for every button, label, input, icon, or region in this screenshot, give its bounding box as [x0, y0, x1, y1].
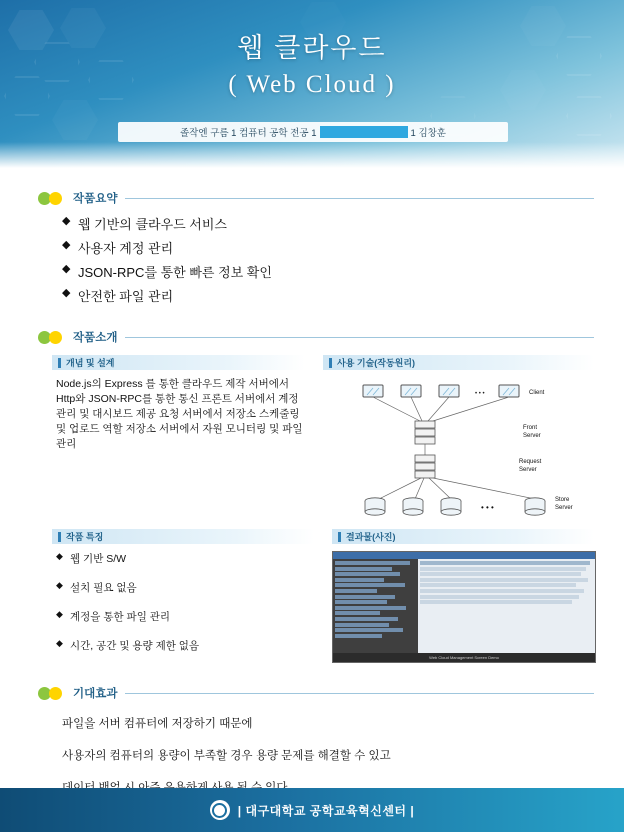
tick-marker-icon — [58, 532, 61, 542]
section-rule — [125, 337, 594, 338]
list-item: ◆ 안전한 파일 관리 — [62, 286, 624, 305]
bullet-dots-icon — [38, 331, 66, 344]
author-bar — [118, 122, 508, 142]
result-column — [332, 529, 594, 667]
section-title-effect: 기대효과 — [73, 688, 118, 700]
subheading-features — [52, 529, 314, 544]
svg-text:• • •: • • • — [481, 503, 494, 512]
list-item: ◆ 설치 필요 없음 — [56, 580, 314, 595]
intro-columns — [0, 355, 624, 527]
section-heading-effect — [0, 685, 624, 701]
list-item: ◆ JSON-RPC를 통한 빠른 정보 확인 — [62, 262, 624, 281]
effect-paragraph: 사용자의 컴퓨터의 용량이 부족할 경우 용량 문제를 해결할 수 있고 — [62, 750, 391, 762]
title-block — [0, 26, 624, 99]
subheading-features-label: 작품 특징 — [66, 532, 104, 542]
section-heading-summary — [0, 190, 624, 206]
list-item: ◆ 시간, 공간 및 용량 제한 없음 — [56, 638, 314, 653]
section-title-summary: 작품요약 — [73, 193, 118, 205]
list-item: ◆ 웹 기반의 클라우드 서비스 — [62, 214, 624, 233]
features-column — [52, 529, 314, 667]
tick-marker-icon — [58, 358, 61, 368]
section-heading-intro — [0, 329, 624, 345]
svg-text:Store: Store — [555, 497, 570, 503]
bullet-dots-icon — [38, 687, 66, 700]
svg-text:Server: Server — [555, 505, 573, 511]
page-title: 웹 클라우드 — [237, 33, 387, 63]
screenshot-caption: Web Cloud Management Screen Demo — [333, 653, 595, 662]
list-item: ◆ 사용자 계정 관리 — [62, 238, 624, 257]
page-header — [0, 0, 624, 168]
bullet-dots-icon — [38, 192, 66, 205]
svg-text:Client: Client — [529, 390, 545, 396]
svg-text:Server: Server — [523, 433, 541, 439]
subheading-tech — [323, 355, 594, 370]
section-rule — [125, 198, 594, 199]
section-title-intro: 작품소개 — [73, 332, 118, 344]
intro-right-column — [323, 355, 594, 527]
author-suffix: 1 김창훈 — [410, 128, 446, 139]
architecture-diagram — [323, 377, 594, 527]
intro-left-column — [52, 355, 305, 527]
effect-paragraphs — [0, 707, 624, 795]
section-rule — [125, 693, 594, 694]
effect-paragraph: 파일을 서버 컴퓨터에 저장하기 때문에 — [62, 718, 253, 730]
summary-list — [0, 214, 624, 305]
footer-label: | 대구대학교 공학교육혁신센터 | — [237, 803, 415, 818]
concept-paragraph: Node.js의 Express 를 통한 클라우드 제작 서버에서 Http와 JSON-RPC를 통한 통신 프론트 서버에서 계정 관리 및 대시보드 제공 요청 서버에서 저장소 스케줄링 및 업로드 역할 저장소 서버에서 자원 모니터링 및 파일 관리 — [56, 378, 303, 450]
redacted-block — [320, 126, 408, 138]
svg-text:• • •: • • • — [475, 391, 485, 397]
subheading-tech-label: 사용 기술(작동원리) — [337, 358, 416, 368]
institution-logo-icon — [210, 800, 230, 820]
features-list — [52, 551, 314, 653]
page-subtitle: ( Web Cloud ) — [228, 71, 396, 98]
subheading-concept-label: 개념 및 설계 — [66, 358, 115, 368]
subheading-concept — [52, 355, 305, 370]
list-item: ◆ 계정을 통한 파일 관리 — [56, 609, 314, 624]
screenshot-grid-panel — [418, 559, 595, 653]
result-screenshot — [332, 551, 596, 663]
screenshot-tree-panel — [333, 559, 418, 653]
detail-columns — [0, 529, 624, 667]
screenshot-titlebar — [333, 552, 595, 559]
header-fade — [0, 142, 624, 168]
tick-marker-icon — [329, 358, 332, 368]
screenshot-body — [333, 559, 595, 653]
list-item: ◆ 웹 기반 S/W — [56, 551, 314, 566]
subheading-result-label: 결과물(사진) — [346, 532, 396, 542]
svg-text:Server: Server — [519, 467, 537, 473]
subheading-result — [332, 529, 594, 544]
author-prefix: 졸작엔 구름 1 컴퓨터 공학 전공 1 — [180, 128, 317, 139]
document-body — [0, 190, 624, 795]
page-footer — [0, 788, 624, 832]
svg-text:Request: Request — [519, 459, 542, 465]
svg-text:Front: Front — [523, 425, 538, 431]
tick-marker-icon — [338, 532, 341, 542]
